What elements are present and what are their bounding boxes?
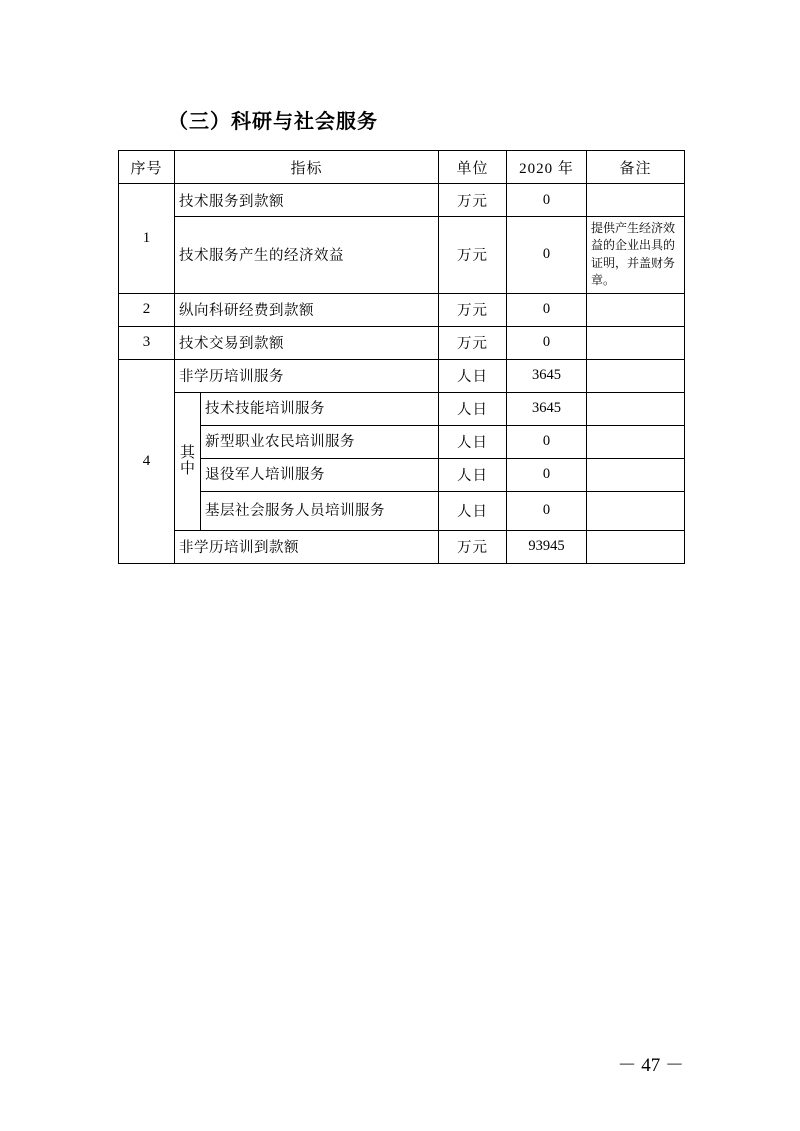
- table-row: [119, 425, 685, 458]
- row-value-8: 0: [507, 458, 587, 491]
- table-row: [119, 326, 685, 359]
- row-unit-4: 万元: [439, 326, 507, 359]
- table-row: [119, 392, 685, 425]
- section-heading: （三）科研与社会服务: [168, 111, 378, 133]
- row-group-label-qizhong: [175, 392, 201, 530]
- row-note-10: [587, 530, 685, 563]
- row-unit-6: 人日: [439, 392, 507, 425]
- row-value-9: 0: [507, 491, 587, 530]
- row-indicator-4: 技术交易到款额: [175, 326, 439, 359]
- page-number: － 47 －: [617, 1055, 684, 1076]
- header-cell-unit: 单位: [439, 151, 507, 184]
- row-value-3: 0: [507, 293, 587, 326]
- row-indicator-5: 非学历培训服务: [175, 359, 439, 392]
- row-value-1: 0: [507, 184, 587, 217]
- header-cell-indicator: 指标: [175, 151, 439, 184]
- table-row: [119, 458, 685, 491]
- row-indicator-9: 基层社会服务人员培训服务: [201, 491, 439, 530]
- row-seq-1: 1: [119, 184, 175, 294]
- row-indicator-1: 技术服务到款额: [175, 184, 439, 217]
- row-unit-5: 人日: [439, 359, 507, 392]
- row-seq-3: 2: [119, 293, 175, 326]
- table-row: [119, 359, 685, 392]
- table-row: [119, 184, 685, 217]
- qizhong-text: 其中: [180, 444, 196, 478]
- row-unit-8: 人日: [439, 458, 507, 491]
- row-value-7: 0: [507, 425, 587, 458]
- row-seq-5: 4: [119, 359, 175, 563]
- row-note-9: [587, 491, 685, 530]
- row-indicator-3: 纵向科研经费到款额: [175, 293, 439, 326]
- row-note-2: 提供产生经济效益的企业出具的证明，并盖财务章。: [587, 217, 685, 294]
- row-note-1: [587, 184, 685, 217]
- row-value-6: 3645: [507, 392, 587, 425]
- row-note-4: [587, 326, 685, 359]
- row-seq-4: 3: [119, 326, 175, 359]
- header-cell-note: 备注: [587, 151, 685, 184]
- table-header-row: [119, 151, 685, 184]
- row-value-10: 93945: [507, 530, 587, 563]
- row-value-5: 3645: [507, 359, 587, 392]
- table-row: [119, 217, 685, 294]
- row-indicator-6: 技术技能培训服务: [201, 392, 439, 425]
- row-note-5: [587, 359, 685, 392]
- header-cell-seq: 序号: [119, 151, 175, 184]
- research-social-service-table: [118, 150, 685, 564]
- row-unit-10: 万元: [439, 530, 507, 563]
- row-indicator-2: 技术服务产生的经济效益: [175, 217, 439, 294]
- row-note-8: [587, 458, 685, 491]
- row-indicator-8: 退役军人培训服务: [201, 458, 439, 491]
- row-unit-2: 万元: [439, 217, 507, 294]
- row-indicator-10: 非学历培训到款额: [175, 530, 439, 563]
- row-indicator-7: 新型职业农民培训服务: [201, 425, 439, 458]
- row-value-4: 0: [507, 326, 587, 359]
- row-unit-7: 人日: [439, 425, 507, 458]
- table-row: [119, 530, 685, 563]
- row-note-3: [587, 293, 685, 326]
- table-row: [119, 491, 685, 530]
- row-value-2: 0: [507, 217, 587, 294]
- row-unit-3: 万元: [439, 293, 507, 326]
- row-unit-1: 万元: [439, 184, 507, 217]
- row-note-7: [587, 425, 685, 458]
- row-note-6: [587, 392, 685, 425]
- row-unit-9: 人日: [439, 491, 507, 530]
- header-cell-year: 2020 年: [507, 151, 587, 184]
- table-row: [119, 293, 685, 326]
